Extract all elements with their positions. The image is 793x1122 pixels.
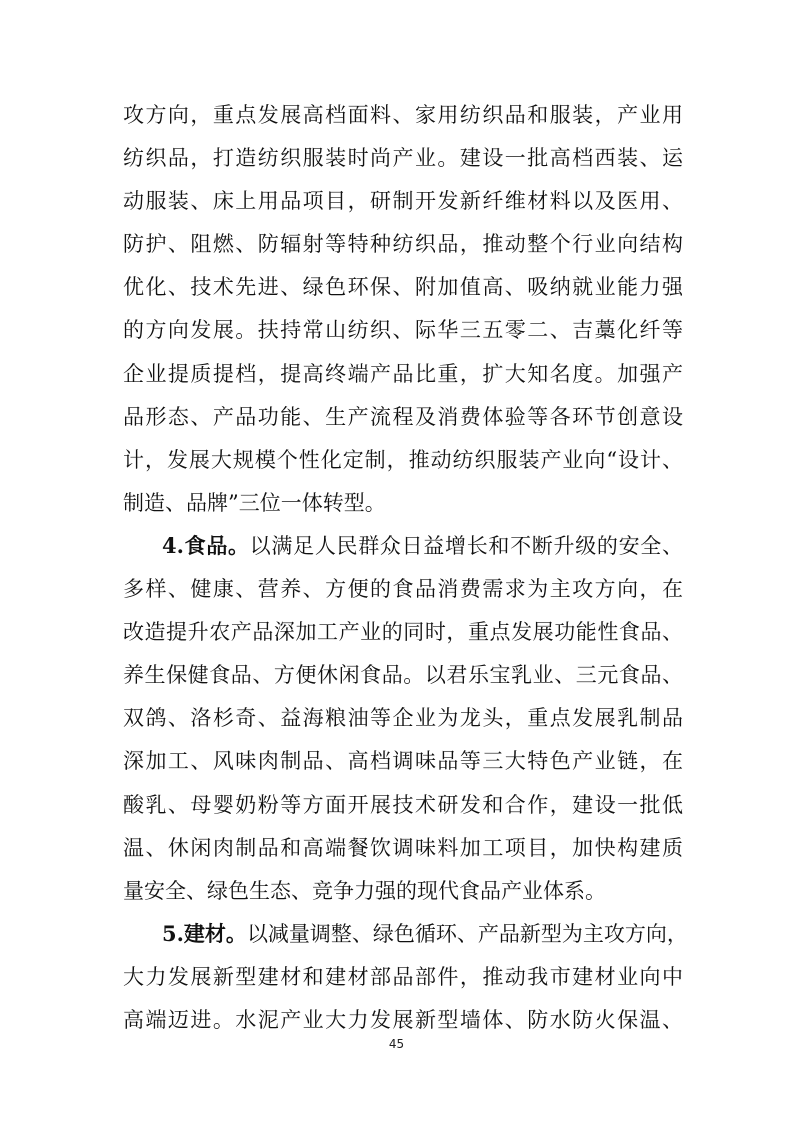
section-label-building-materials: 5.建材。 bbox=[162, 921, 247, 946]
text-line: 优化、技术先进、绿色环保、附加值高、吸纳就业能力强 bbox=[123, 275, 683, 299]
section-first-line bbox=[162, 914, 688, 954]
section-label-food: 4.食品。 bbox=[162, 533, 250, 558]
text-line: 品形态、产品功能、生产流程及消费体验等各环节创意设 bbox=[123, 405, 683, 429]
text-line: 防护、阻燃、防辐射等特种纺织品，推动整个行业向结构 bbox=[123, 232, 683, 256]
text-line: 以减量调整、绿色循环、产品新型为主攻方向， bbox=[246, 922, 688, 946]
text-line: 以满足人民群众日益增长和不断升级的安全、 bbox=[249, 534, 683, 558]
text-line: 制造、品牌”三位一体转型。 bbox=[123, 491, 386, 515]
text-line: 纺织品，打造纺织服装时尚产业。建设一批高档西装、运 bbox=[123, 146, 683, 170]
text-line: 多样、健康、营养、方便的食品消费需求为主攻方向，在 bbox=[123, 577, 683, 601]
text-line: 动服装、床上用品项目，研制开发新纤维材料以及医用、 bbox=[123, 189, 683, 213]
text-line: 双鸽、洛杉奇、益海粮油等企业为龙头，重点发展乳制品 bbox=[123, 706, 683, 730]
text-line: 计，发展大规模个性化定制，推动纺织服装产业向“设计、 bbox=[123, 448, 683, 472]
text-line: 酸乳、母婴奶粉等方面开展技术研发和合作，建设一批低 bbox=[123, 793, 683, 817]
page-number: 45 bbox=[388, 1037, 405, 1051]
text-line: 养生保健食品、方便休闲食品。以君乐宝乳业、三元食品、 bbox=[123, 663, 683, 687]
text-line: 温、休闲肉制品和高端餐饮调味料加工项目，加快构建质 bbox=[123, 836, 683, 860]
text-line: 改造提升农产品深加工产业的同时，重点发展功能性食品、 bbox=[123, 620, 683, 644]
section-first-line bbox=[162, 526, 683, 566]
text-line: 企业提质提档，提高终端产品比重，扩大知名度。加强产 bbox=[123, 362, 683, 386]
text-line: 攻方向，重点发展高档面料、家用纺织品和服装，产业用 bbox=[123, 103, 683, 127]
text-line: 的方向发展。扶持常山纺织、际华三五零二、吉藁化纤等 bbox=[123, 318, 683, 342]
text-line: 量安全、绿色生态、竞争力强的现代食品产业体系。 bbox=[123, 879, 606, 903]
text-line: 高端迈进。水泥产业大力发展新型墙体、防水防火保温、 bbox=[123, 1008, 683, 1032]
text-line: 深加工、风味肉制品、高档调味品等三大特色产业链，在 bbox=[123, 749, 683, 773]
text-line: 大力发展新型建材和建材部品部件，推动我市建材业向中 bbox=[123, 965, 683, 989]
